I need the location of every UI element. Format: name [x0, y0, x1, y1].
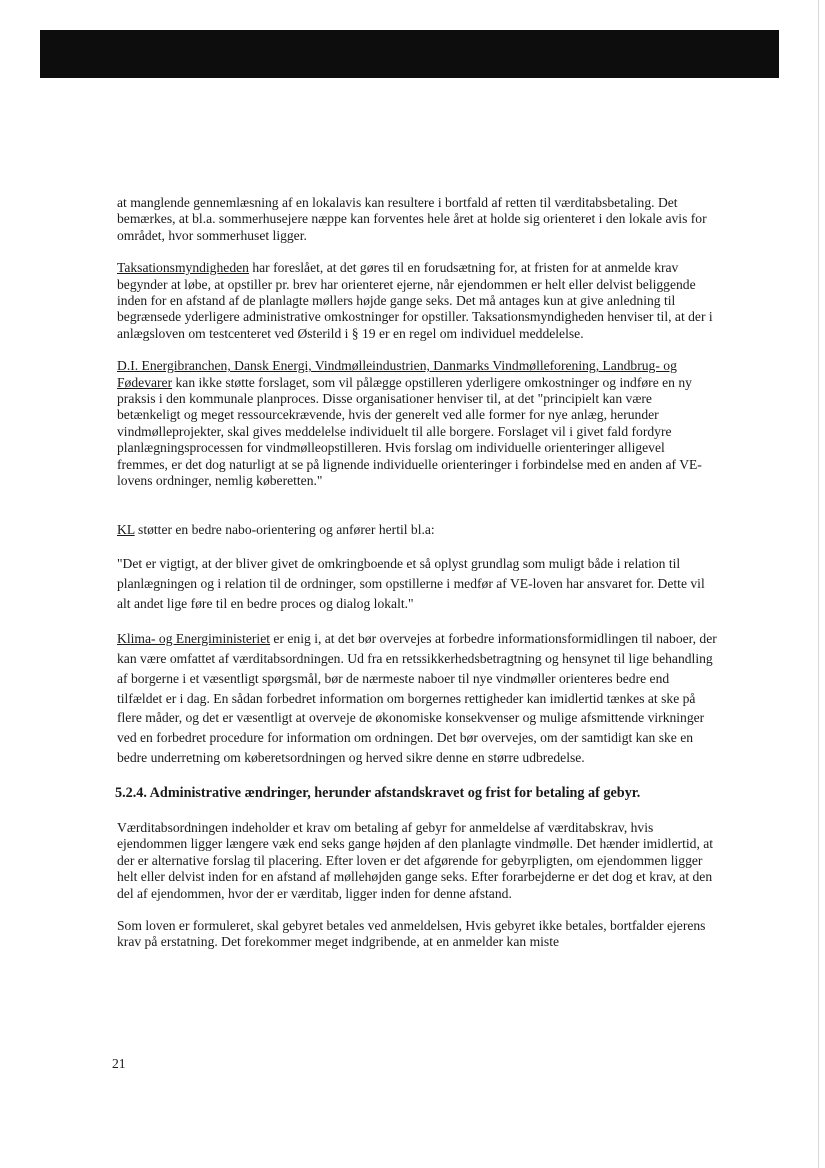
paragraph-1: at manglende gennemlæsning af en lokalavis kan resultere i bortfald af retten til værditabsbetaling. Det bemærkes, at bl.a. sommerhusejere næppe kan forventes hele året at holde sig orienteret i den lokale avis for området, hvor sommerhuset ligger.	[117, 195, 707, 243]
paragraph-4	[117, 522, 717, 538]
paragraph-3-lead: D.I. Energibranchen, Dansk Energi, Vindmølleindustrien, Danmarks Vindmølleforening, Landbrug- og Fødevarer	[117, 358, 677, 390]
paragraph-6	[117, 629, 717, 768]
paragraph-3-body: kan ikke støtte forslaget, som vil pålægge opstilleren yderligere omkostninger og indføre en ny praksis i den kommunale planproces. Disse organisationer henviser til, at det "principielt kan være betænkeligt og meget ressourcekrævende, hvis der generelt ved alle former for nye anlæg, herunder vindmølleprojekter, skal gives meddelelse individuelt til alle borgere. Forslaget vil i givet fald fordyre planlægningsprocessen for vindmølleopstilleren. Hvis forslag om individuelle orienteringer alligevel fremmes, er det dog naturligt at se på lignende individuelle orienteringer i forbindelse med en anden af VE-lovens ordninger, nemlig køberetten."	[117, 374, 702, 489]
paragraph-2	[117, 260, 717, 342]
paragraph-4-body: støtter en bedre nabo-orientering og anfører hertil bl.a:	[134, 521, 435, 537]
paragraph-8: Som loven er formuleret, skal gebyret betales ved anmeldelsen, Hvis gebyret ikke betales, bortfalder ejerens krav på erstatning. Det forekommer meget indgribende, at en anmelder kan miste	[117, 917, 706, 950]
redaction-bar	[40, 30, 779, 78]
paragraph-2-lead: Taksationsmyndigheden	[117, 260, 249, 276]
section-heading: 5.2.4. Administrative ændringer, herunder afstandskravet og frist for betaling af gebyr.	[115, 784, 641, 801]
paragraph-6-body: er enig i, at det bør overvejes at forbedre informationsformidlingen til naboer, der kan være omfattet af værditabsordningen. Ud fra en retssikkerhedsbetragtning og hensynet til lige behandling af borgerne i et væsentligt spørgsmål, bør de nærmeste naboer til nye vindmøller orienteres bedre end tilfældet er i dag. En sådan forbedret information om borgernes rettigheder kan imidlertid tænkes at ske på flere måder, og det er væsentligt at overveje de økonomiske konsekvenser og mulige afsmittende virkninger ved en forbedret procedure for information om ordningen. Det bør overvejes, om der samtidigt kan ske en bedre underretning om køberetsordningen og herved sikre denne en større udbredelse.	[117, 631, 717, 766]
paragraph-3	[117, 358, 717, 489]
scan-edge-line	[818, 0, 819, 1168]
paragraph-5-quote: "Det er vigtigt, at der bliver givet de omkringboende et så oplyst grundlag som muligt både i relation til planlægningen og i relation til de ordninger, som opstillerne i medfør af VE-loven har ansvaret for. Dette vil alt andet lige føre til en bedre proces og dialog lokalt."	[117, 555, 705, 611]
page-number: 21	[112, 1056, 126, 1071]
paragraph-2-body: har foreslået, at det gøres til en forudsætning for, at fristen for at anmelde krav begynder at løbe, at opstiller pr. brev har orienteret ejerne, når ejendommen er helt eller delvist beliggende inden for en afstand af de planlagte møllers højde gange seks. Det må antages kun at give anledning til begrænsede yderligere administrative omkostninger for opstiller. Taksationsmyndigheden henviser til, at der i anlægsloven om testcenteret ved Østerild i § 19 er en regel om individuel meddelelse.	[117, 260, 713, 341]
document-body	[117, 195, 717, 967]
paragraph-6-lead: Klima- og Energiministeriet	[117, 631, 271, 647]
paragraph-4-lead: KL	[117, 521, 135, 537]
paragraph-7: Værditabsordningen indeholder et krav om betaling af gebyr for anmeldelse af værditabskrav, hvis ejendommen ligger længere væk end seks gange højden af den planlagte vindmølle. Det hænder imidlertid, at der er alternative forslag til placering. Efter loven er det afgørende for gebyrpligten, om ejendommen ligger helt eller delvist inden for en afstand af møllehøjden gange seks. Efter forarbejderne er det dog et krav, at den del af ejendommen, hvor der er værditab, ligger inden for denne afstand.	[117, 819, 714, 901]
